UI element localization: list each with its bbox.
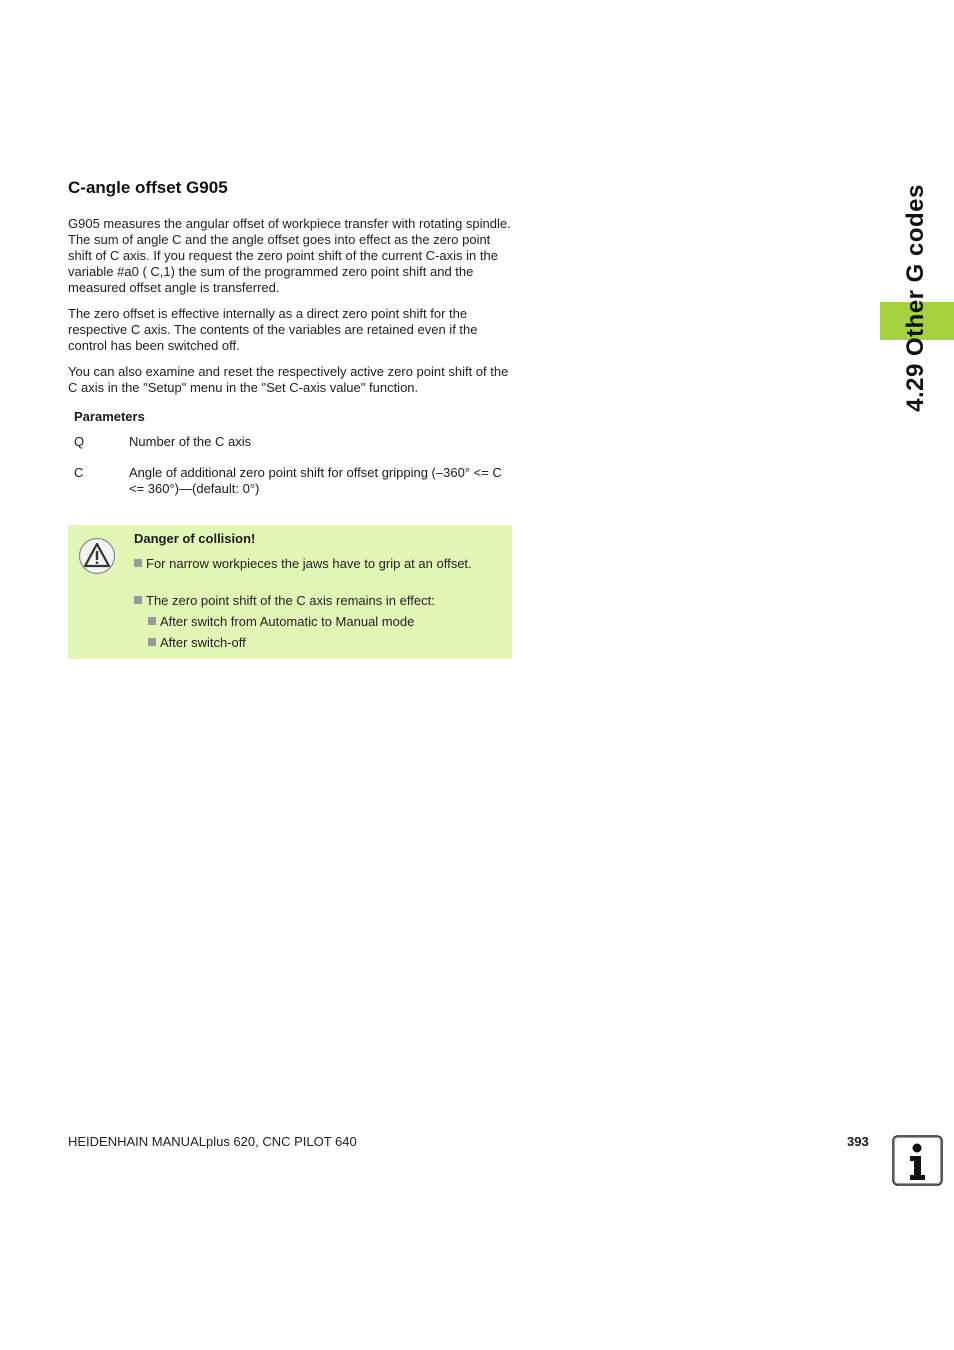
paragraph-2: The zero offset is effective internally as a direct zero point shift for the respective C axis. The contents of the variables are retained even if the control has been switched off.	[68, 306, 478, 353]
warning-sub-bullet: After switch-off	[148, 635, 246, 651]
warning-title: Danger of collision!	[134, 531, 256, 546]
bullet-square-icon	[148, 617, 156, 625]
paragraph-1: G905 measures the angular offset of workpiece transfer with rotating spindle. The sum of angle C and the angle offset goes into effect as the zero point shift of C axis. If you request the zero point shift of the current C-axis in the variable #a0 ( C,1) the sum of the programmed zero point shift and the measured offset angle is transferred.	[68, 216, 511, 295]
warning-sub-bullet: After switch from Automatic to Manual mode	[148, 614, 414, 630]
warning-triangle-icon	[78, 537, 116, 575]
parameter-name: C	[74, 465, 84, 480]
paragraph-3: You can also examine and reset the respectively active zero point shift of the C axis in the "Setup" menu in the "Set C-axis value" function.	[68, 364, 509, 395]
page-number: 393	[847, 1134, 869, 1149]
parameter-description: Angle of additional zero point shift for offset gripping (–360° <= C <= 360°)—(default: 0°)	[129, 465, 502, 496]
collision-warning-box	[68, 525, 512, 659]
section-title: C-angle offset G905	[68, 178, 228, 197]
bullet-square-icon	[134, 559, 142, 567]
footer-manual-title: HEIDENHAIN MANUALplus 620, CNC PILOT 640	[68, 1134, 357, 1149]
bullet-square-icon	[134, 596, 142, 604]
warning-bullet: For narrow workpieces the jaws have to grip at an offset.	[134, 556, 507, 572]
parameters-title: Parameters	[74, 409, 145, 424]
info-icon	[892, 1135, 944, 1187]
parameter-name: Q	[74, 434, 85, 449]
chapter-side-title: 4.29 Other G codes	[902, 184, 929, 412]
warning-bullet: The zero point shift of the C axis remains in effect:	[134, 593, 435, 609]
parameter-description: Number of the C axis	[129, 434, 252, 449]
bullet-square-icon	[148, 638, 156, 646]
